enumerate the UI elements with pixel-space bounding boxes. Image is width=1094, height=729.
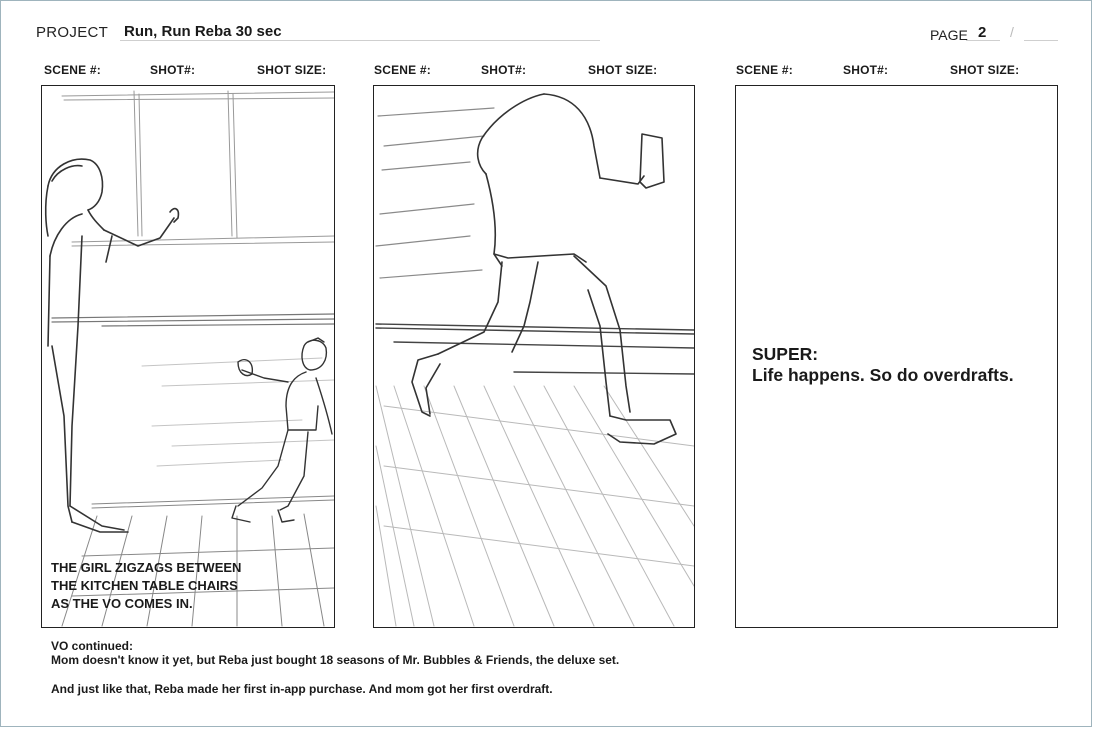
project-underline xyxy=(120,40,600,41)
frame-1-sketch xyxy=(42,86,335,628)
frame-3-size-label: SHOT SIZE: xyxy=(950,63,1020,77)
frame-1-shot-label: SHOT#: xyxy=(150,63,196,77)
frame-1-size-label: SHOT SIZE: xyxy=(257,63,327,77)
page-number-underline xyxy=(966,40,1000,41)
page-label: PAGE xyxy=(930,27,968,43)
frame-3-shot-label: SHOT#: xyxy=(843,63,889,77)
vo-line-2: And just like that, Reba made her first in-app purchase. And mom got her first overdraft. xyxy=(51,682,553,696)
frame-1-caption: THE GIRL ZIGZAGS BETWEEN THE KITCHEN TABLE CHAIRS AS THE VO COMES IN. xyxy=(51,560,242,611)
storyboard-frame-2 xyxy=(373,85,695,628)
frame-3-scene-label: SCENE #: xyxy=(736,63,793,77)
frame-2-sketch xyxy=(374,86,695,628)
frame-2-size-label: SHOT SIZE: xyxy=(588,63,658,77)
page-separator: / xyxy=(1010,24,1014,40)
project-label: PROJECT xyxy=(36,24,109,41)
super-label: SUPER: xyxy=(752,344,819,364)
page-number: 2 xyxy=(978,24,987,41)
frame-2-shot-label: SHOT#: xyxy=(481,63,527,77)
vo-heading: VO continued: xyxy=(51,639,133,653)
super-text: Life happens. So do overdrafts. xyxy=(752,365,1014,385)
project-title: Run, Run Reba 30 sec xyxy=(124,23,282,40)
frame-1-scene-label: SCENE #: xyxy=(44,63,101,77)
frame-2-scene-label: SCENE #: xyxy=(374,63,431,77)
super-block xyxy=(752,344,1014,386)
storyboard-frame-1 xyxy=(41,85,335,628)
storyboard-frame-3 xyxy=(735,85,1058,628)
vo-line-1: Mom doesn't know it yet, but Reba just bought 18 seasons of Mr. Bubbles & Friends, the deluxe set. xyxy=(51,653,620,667)
page-total-underline xyxy=(1024,40,1058,41)
